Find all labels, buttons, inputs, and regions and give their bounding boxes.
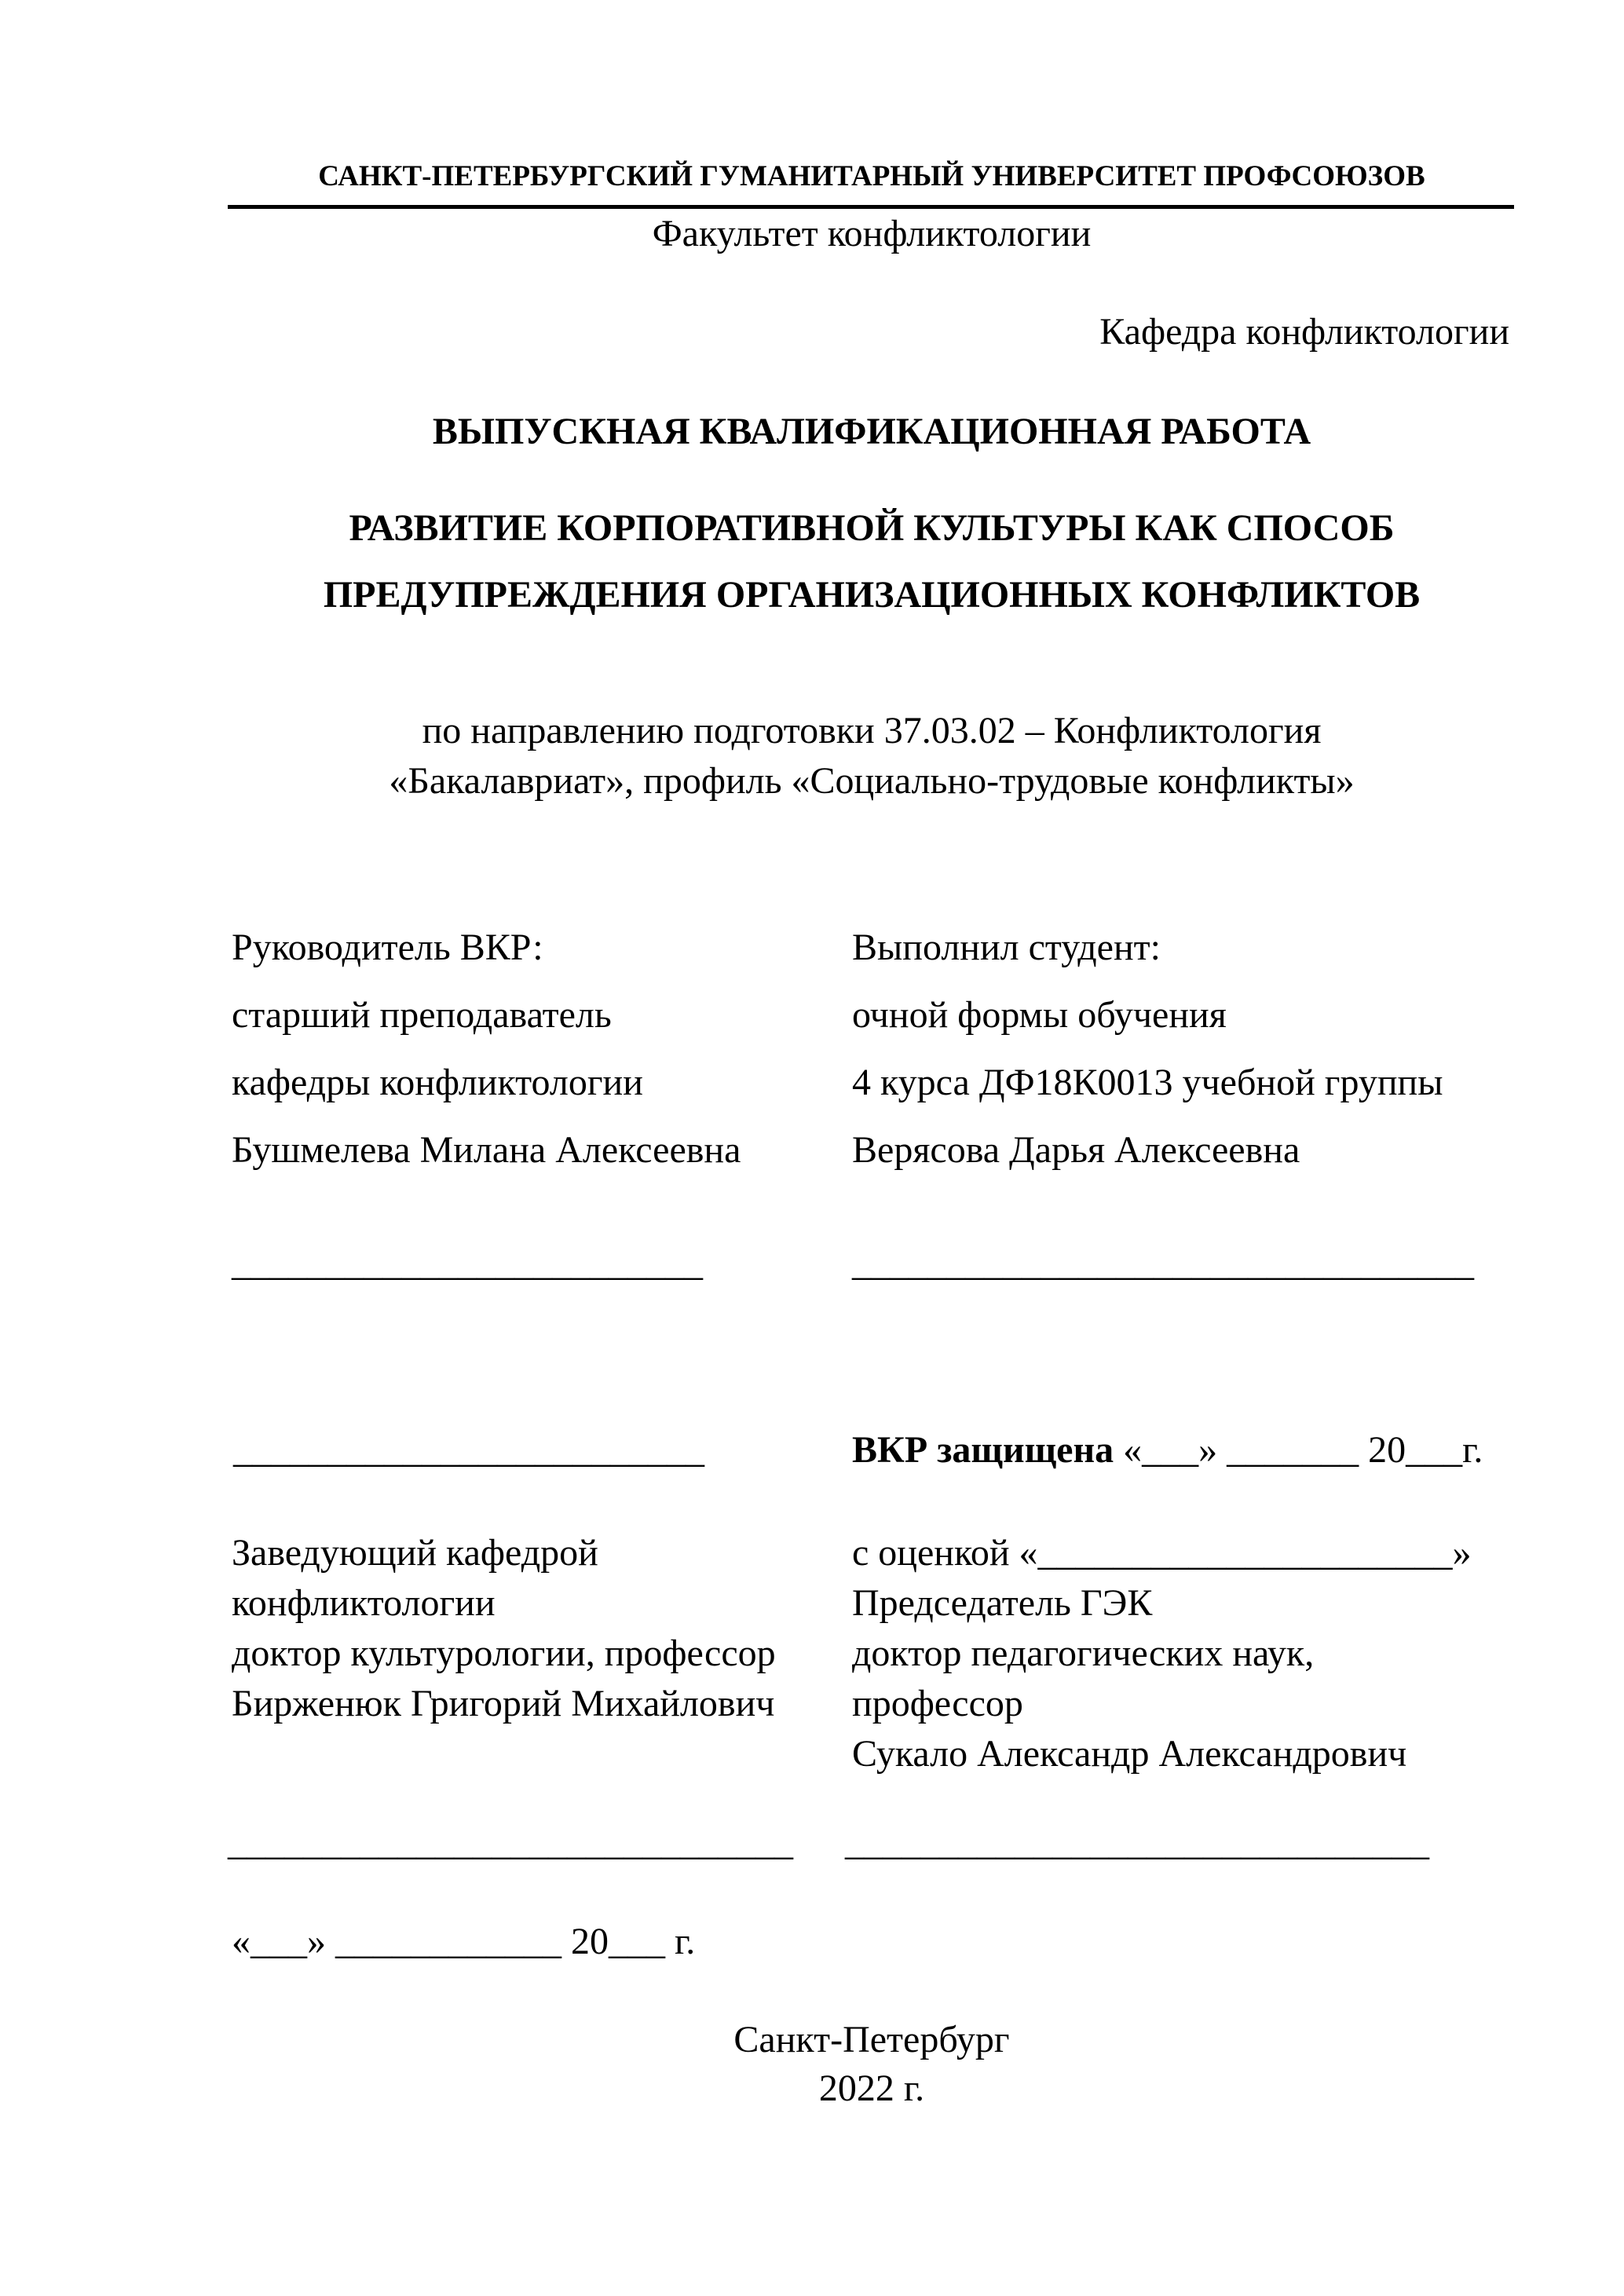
gek-chair-rank: профессор xyxy=(852,1683,1023,1724)
gek-chair-name: Сукало Александр Александрович xyxy=(852,1733,1407,1775)
gek-chair-block xyxy=(852,1528,1559,1779)
student-group: 4 курса ДФ18К0013 учебной группы xyxy=(852,1062,1443,1103)
year-line: 2022 г. xyxy=(818,2067,925,2109)
defense-date-line xyxy=(852,1431,1483,1469)
head-signature-line: ______________________________ xyxy=(228,1822,793,1863)
supervisor-name: Бушмелева Милана Алексеевна xyxy=(232,1129,741,1171)
student-block xyxy=(852,914,1559,1184)
defense-date-blanks: «___» _______ 20___г. xyxy=(1114,1429,1483,1471)
supervisor-position: старший преподаватель xyxy=(232,994,612,1036)
department-head-block xyxy=(232,1528,852,1729)
department-line: Кафедра конфликтологии xyxy=(1099,311,1509,353)
head-degree: доктор культурологии, профессор xyxy=(232,1632,776,1674)
work-type-heading: ВЫПУСКНАЯ КВАЛИФИКАЦИОННАЯ РАБОТА xyxy=(432,411,1311,452)
supervisor-heading: Руководитель ВКР: xyxy=(232,927,543,968)
student-signature-line: _________________________________ xyxy=(852,1242,1474,1284)
header-rule xyxy=(228,205,1514,209)
thesis-title xyxy=(228,495,1516,628)
university-name: САНКТ-ПЕТЕРБУРГСКИЙ ГУМАНИТАРНЫЙ УНИВЕРСИТЕТ ПРОФСОЮЗОВ xyxy=(318,160,1425,192)
head-title-line-2: конфликтологии xyxy=(232,1582,496,1624)
supervisor-block xyxy=(232,914,852,1184)
faculty-line: Факультет конфликтологии xyxy=(652,213,1092,254)
grade-line: с оценкой «______________________» xyxy=(852,1532,1472,1574)
program-info xyxy=(228,706,1516,806)
program-profile: «Бакалавриат», профиль «Социально-трудовые конфликты» xyxy=(389,760,1355,802)
head-date-line: «___» ____________ 20___ г. xyxy=(232,1921,696,1962)
city-line: Санкт-Петербург xyxy=(733,2019,1010,2060)
student-study-form: очной формы обучения xyxy=(852,994,1227,1036)
student-heading: Выполнил студент: xyxy=(852,927,1161,968)
gek-chair-heading: Председатель ГЭК xyxy=(852,1582,1153,1624)
defense-date-label: ВКР защищена xyxy=(852,1429,1114,1471)
supervisor-signature-line: _________________________ xyxy=(232,1242,703,1284)
program-direction: по направлению подготовки 37.03.02 – Конфликтология xyxy=(422,710,1322,751)
footer xyxy=(228,2016,1516,2113)
thesis-title-line-2: ПРЕДУПРЕЖДЕНИЯ ОРГАНИЗАЦИОННЫХ КОНФЛИКТОВ xyxy=(323,574,1421,616)
gek-chair-signature-line: _______________________________ xyxy=(845,1822,1429,1863)
head-title-line-1: Заведующий кафедрой xyxy=(232,1532,598,1574)
gek-chair-degree: доктор педагогических наук, xyxy=(852,1632,1315,1674)
supervisor-department: кафедры конфликтологии xyxy=(232,1062,643,1103)
head-name: Бирженюк Григорий Михайлович xyxy=(232,1683,775,1724)
student-name: Верясова Дарья Алексеевна xyxy=(852,1129,1300,1171)
thesis-title-line-1: РАЗВИТИЕ КОРПОРАТИВНОЙ КУЛЬТУРЫ КАК СПОСОБ xyxy=(349,507,1395,549)
supervisor-signature-line-2: _________________________ xyxy=(233,1429,704,1471)
